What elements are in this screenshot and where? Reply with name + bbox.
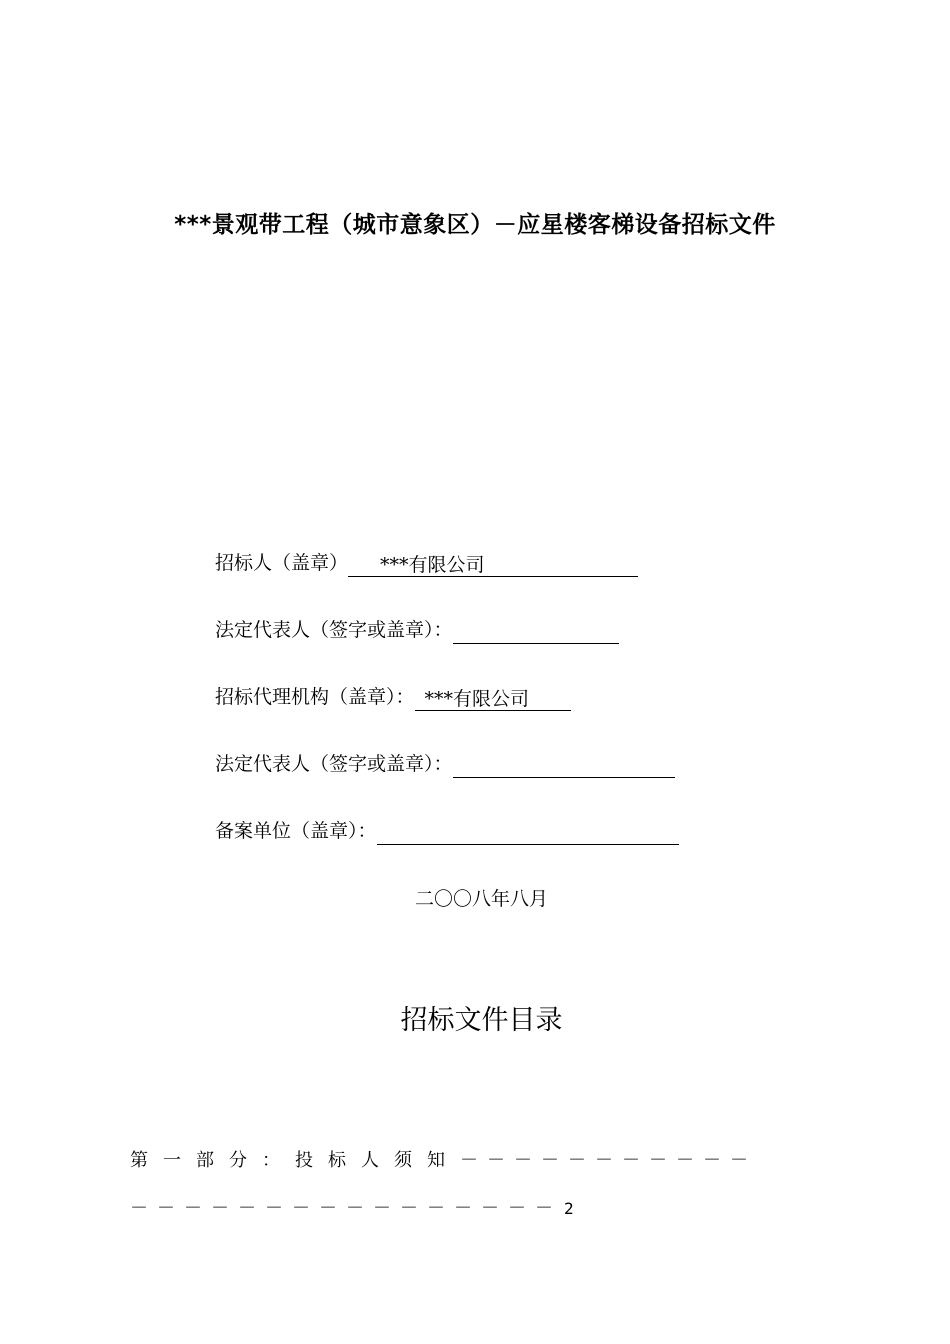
toc-leader-2: －－－－－－－－－－－－－－－－ [130,1198,562,1219]
agency-field [215,683,571,711]
document-title: ***景观带工程（城市意象区）－应星楼客梯设备招标文件 [174,212,776,238]
toc-entry-text: 第一部分：投标人须知 [130,1150,460,1171]
legal-rep-value-1 [453,620,619,644]
toc-entry-continued[interactable] [130,1194,574,1220]
legal-rep-label-1: 法定代表人（签字或盖章）： [215,619,453,641]
document-date: 二〇〇八年八月 [414,888,548,910]
legal-rep-field-2 [215,750,675,778]
legal-rep-value-2 [453,754,675,778]
toc-entry[interactable] [130,1146,757,1172]
legal-rep-field-1 [215,616,619,644]
filing-unit-field [215,817,679,845]
agency-label: 招标代理机构（盖章）： [215,686,415,708]
filing-unit-label: 备案单位（盖章）： [215,820,377,842]
toc-entry-page: 2 [564,1199,574,1218]
tenderer-value: ***有限公司 [348,553,638,577]
toc-heading: 招标文件目录 [400,1005,563,1036]
legal-rep-label-2: 法定代表人（签字或盖章）： [215,753,453,775]
toc-leader-1: －－－－－－－－－－－ [460,1150,757,1171]
filing-unit-value [377,821,679,845]
tenderer-field [215,549,638,577]
tenderer-label: 招标人（盖章） [215,552,349,574]
agency-value: ***有限公司 [415,687,571,711]
